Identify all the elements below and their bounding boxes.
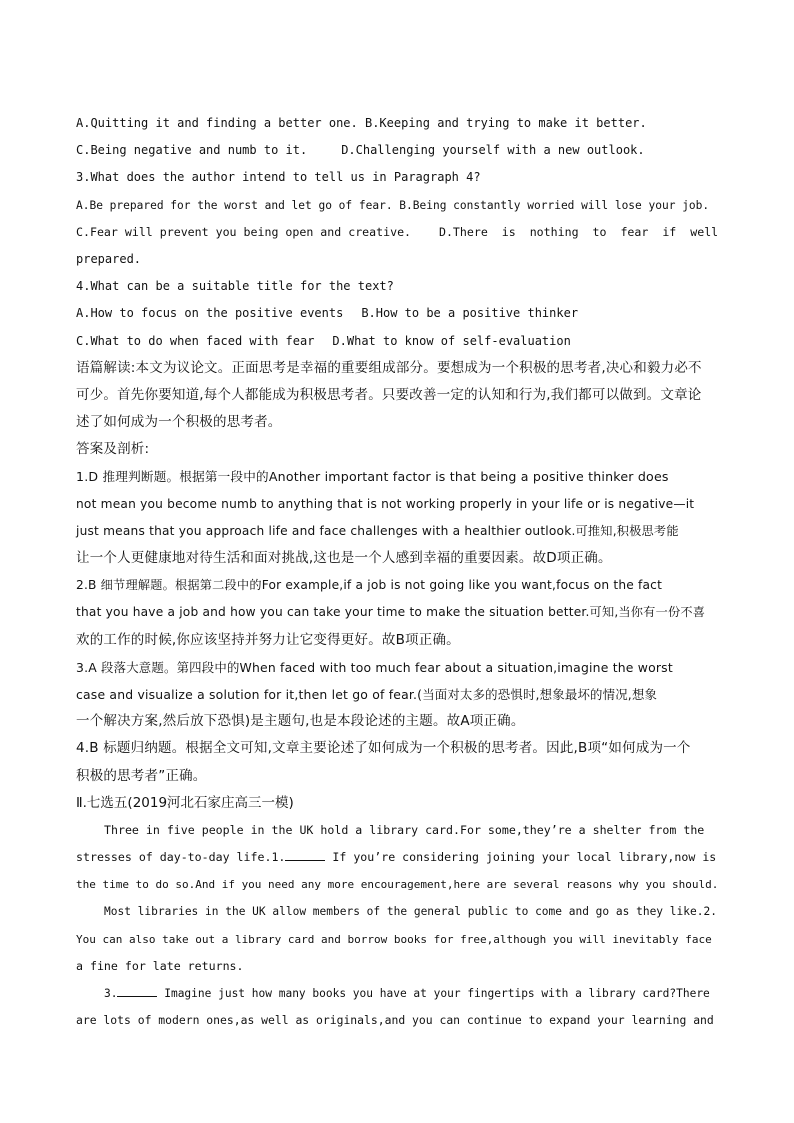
passage-p2-line-1: Most libraries in the UK allow members of the general public to come and go as they like.2.	[104, 905, 717, 919]
passage-p1-rest: If you’re considering joining your local library,now is	[325, 850, 717, 865]
q2-options-line-2	[76, 137, 718, 164]
q4-option-c: C.What to do when faced with fear	[76, 333, 315, 348]
q3-options-line-1: A.Be prepared for the worst and let go of fear. B.Being constantly worried will lose your job.	[76, 198, 710, 212]
q3-options-line-2: C.Fear will prevent you being open and creative. D.There is nothing to fear if well	[76, 224, 719, 239]
answer-blank-1[interactable]	[285, 848, 325, 861]
passage-p1-line-1: Three in five people in the UK hold a library card.For some,they’re a shelter from the	[104, 822, 705, 837]
answer-1-line-4: 让一个人更健康地对待生活和面对挑战,这也是一个人感到幸福的重要因素。故D项正确。	[76, 550, 612, 566]
q2-options-line-1: A.Quitting it and finding a better one. B.Keeping and trying to make it better.	[76, 116, 647, 130]
passage-p2-line-2: You can also take out a library card and borrow books for free,although you will inevitably face	[76, 932, 712, 946]
q3-options-line-3: prepared.	[76, 251, 142, 266]
passage-p3-line-1	[76, 980, 718, 1007]
answers-title: 答案及剖析:	[76, 441, 150, 458]
answer-2-line-1: 2.B 细节理解题。根据第二段中的For example,if a job is not going like you want,focus on the fact	[76, 578, 663, 593]
q3-stem: 3.What does the author intend to tell us in Paragraph 4?	[76, 170, 481, 185]
passage-p3-rest: Imagine just how many books you have at your fingertips with a library card?There	[157, 987, 710, 1000]
interpretation-line-2: 可少。首先你要知道,每个人都能成为积极思考者。只要改善一定的认知和行为,我们都可以做到。文章论	[76, 386, 702, 403]
q4-options-line-2	[76, 328, 718, 355]
q2-option-c: C.Being negative and numb to it.	[76, 143, 308, 158]
interpretation-line-3: 述了如何成为一个积极的思考者。	[76, 414, 282, 431]
answer-1-line-3: just means that you approach life and face challenges with a healthier outlook.可推知,积极思考能	[76, 523, 679, 538]
answer-1-line-2: not mean you become numb to anything that is not working properly in your life or is negative—it	[76, 496, 695, 511]
passage-p2-line-3: a fine for late returns.	[76, 958, 244, 973]
q4-option-d: D.What to know of self-evaluation	[332, 333, 571, 348]
q4-options-line-1	[76, 300, 718, 327]
q4-option-b: B.How to be a positive thinker	[361, 306, 579, 321]
answer-4-line-2: 积极的思考者”正确。	[76, 767, 207, 784]
q2-option-d: D.Challenging yourself with a new outlook.	[341, 143, 645, 158]
passage-p3-line-2: are lots of modern ones,as well as originals,and you can continue to expand your learning and	[76, 1013, 714, 1028]
q4-option-a: A.How to focus on the positive events	[76, 306, 344, 321]
answer-2-line-2: that you have a job and how you can take your time to make the situation better.可知,当你有一份不喜	[76, 605, 706, 620]
passage-p3-number: 3.	[104, 987, 118, 1000]
q4-stem: 4.What can be a suitable title for the text?	[76, 279, 394, 294]
answer-blank-3[interactable]	[117, 984, 157, 997]
passage-p1-line-2	[76, 844, 718, 871]
passage-p1-line-3: the time to do so.And if you need any more encouragement,here are several reasons why you should.	[76, 878, 719, 892]
interpretation-line-1: 语篇解读:本文为议论文。正面思考是幸福的重要组成部分。要想成为一个积极的思考者,决心和毅力必不	[76, 359, 702, 376]
answer-2-line-3: 欢的工作的时候,你应该坚持并努力让它变得更好。故B项正确。	[76, 631, 460, 648]
answer-3-line-2: case and visualize a solution for it,then let go of fear.(当面对太多的恐惧时,想象最坏的情况,想象	[76, 686, 658, 702]
answer-3-line-3: 一个解决方案,然后放下恐惧)是主题句,也是本段论述的主题。故A项正确。	[76, 713, 525, 730]
answer-1-line-1: 1.D 推理判断题。根据第一段中的Another important factor is that being a positive thinker does	[76, 469, 669, 485]
document-page	[76, 110, 718, 1034]
passage-p1-lead: stresses of day-to-day life.1.	[76, 850, 286, 865]
answer-4-line-1: 4.B 标题归纳题。根据全文可知,文章主要论述了如何成为一个积极的思考者。因此,B项“如何成为一个	[76, 740, 691, 757]
answer-3-line-1: 3.A 段落大意题。第四段中的When faced with too much fear about a situation,imagine the worst	[76, 659, 673, 675]
section-2-title: Ⅱ.七选五(2019河北石家庄高三一模)	[76, 794, 294, 811]
